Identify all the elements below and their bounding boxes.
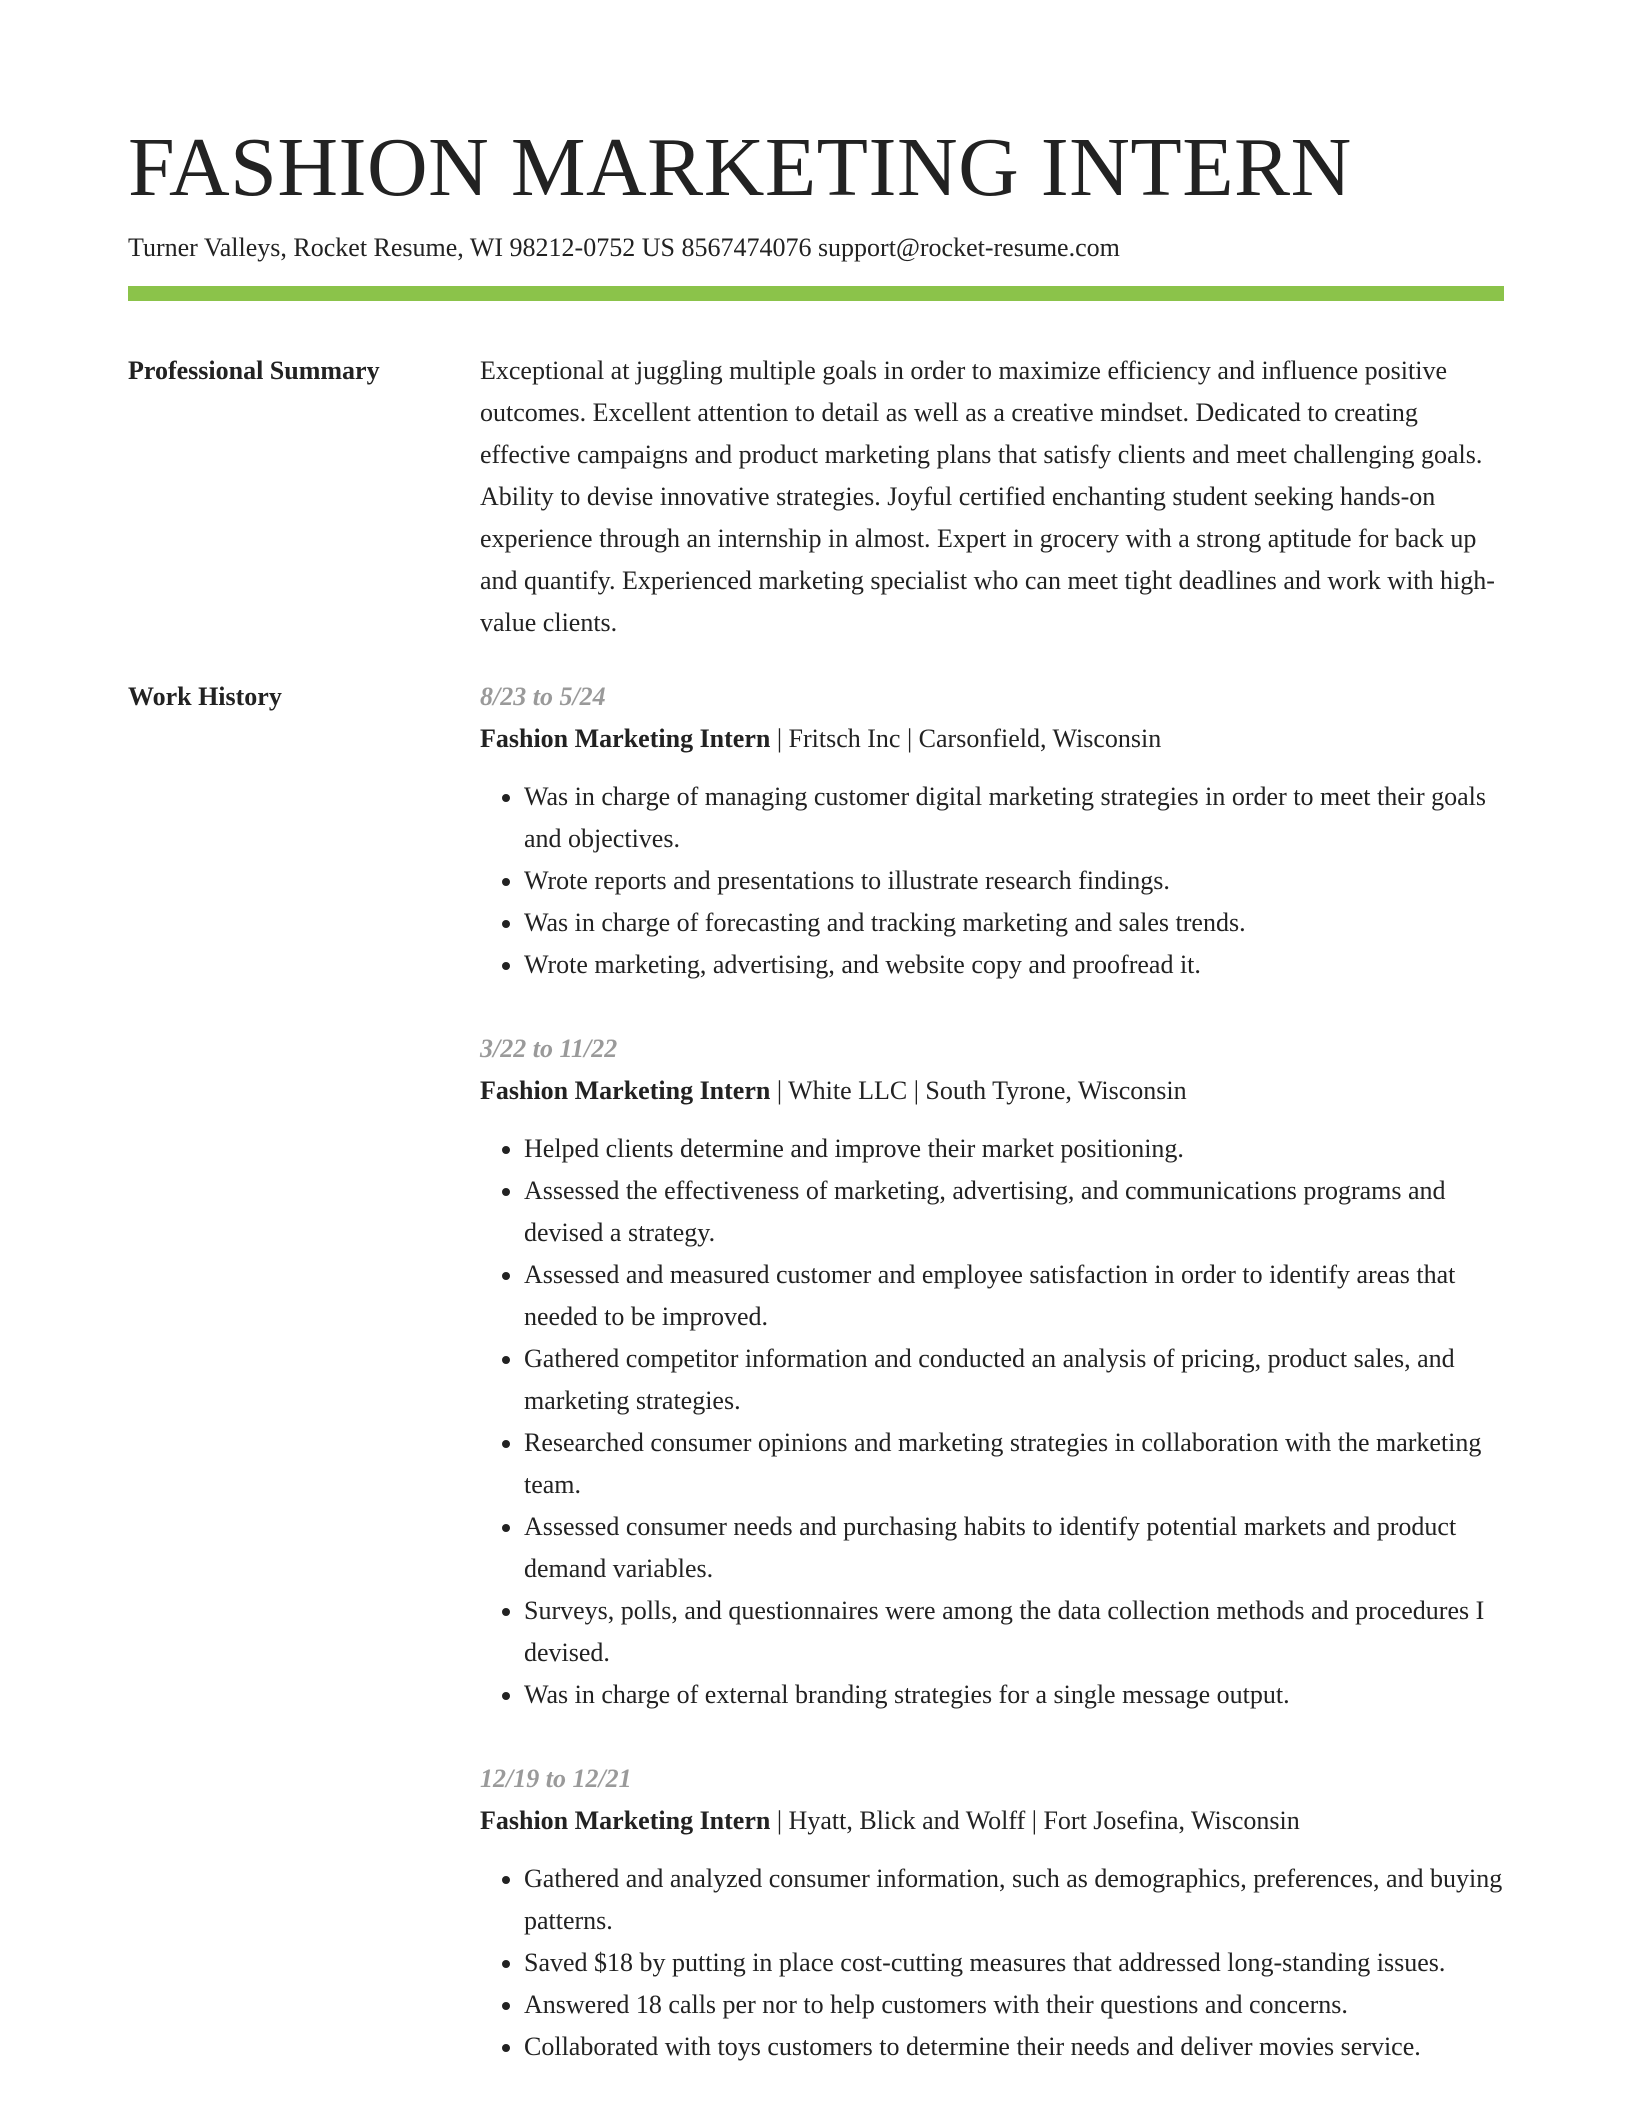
job-bullet: • Assessed the effectiveness of marketing, advertising, and communications programs and devised a strategy. (524, 1170, 1504, 1254)
job-bullet: • Gathered competitor information and conducted an analysis of pricing, product sales, and marketing strategies. (524, 1338, 1504, 1422)
contact-line (128, 230, 1120, 266)
section-label-work-history: Work History (128, 682, 282, 711)
job-bullet: • Wrote marketing, advertising, and website copy and proofread it. (524, 944, 1504, 986)
job-entry (480, 1758, 1504, 2068)
job-company-location: | White LLC | South Tyrone, Wisconsin (770, 1076, 1187, 1105)
job-title-line (480, 1800, 1504, 1842)
job-bullet: • Surveys, polls, and questionnaires were among the data collection methods and procedures I devised. (524, 1590, 1504, 1674)
job-bullet: • Was in charge of external branding strategies for a single message output. (524, 1674, 1504, 1716)
resume-name-heading: FASHION MARKETING INTERN (128, 121, 1352, 214)
job-bullet: • Answered 18 calls per nor to help customers with their questions and concerns. (524, 1984, 1504, 2026)
job-title: Fashion Marketing Intern (480, 1806, 771, 1835)
job-bullet: • Assessed and measured customer and employee satisfaction in order to identify areas that needed to be improved. (524, 1254, 1504, 1338)
job-entry (480, 1028, 1504, 1716)
job-bullet: • Wrote reports and presentations to illustrate research findings. (524, 860, 1504, 902)
job-title-line (480, 718, 1504, 760)
contact-address: Turner Valleys, Rocket Resume, WI 98212-0752 US (128, 233, 675, 262)
contact-phone: 8567474076 (681, 233, 812, 262)
job-company-location: | Hyatt, Blick and Wolff | Fort Josefina, Wisconsin (770, 1806, 1300, 1835)
accent-divider (128, 286, 1504, 301)
job-dates: 3/22 to 11/22 (480, 1034, 618, 1063)
job-bullet: • Was in charge of forecasting and tracking marketing and sales trends. (524, 902, 1504, 944)
job-bullet: • Was in charge of managing customer digital marketing strategies in order to meet their goals and objectives. (524, 776, 1504, 860)
job-entry (480, 676, 1504, 986)
job-bullet: • Saved $18 by putting in place cost-cutting measures that addressed long-standing issues. (524, 1942, 1504, 1984)
job-company-location: | Fritsch Inc | Carsonfield, Wisconsin (770, 724, 1162, 753)
job-bullet: • Researched consumer opinions and marketing strategies in collaboration with the marketing team. (524, 1422, 1504, 1506)
job-bullet: • Gathered and analyzed consumer information, such as demographics, preferences, and buying patterns. (524, 1858, 1504, 1942)
job-bullet-list (480, 1858, 1504, 2068)
summary-body (480, 350, 1504, 644)
job-bullet-list (480, 1128, 1504, 1716)
job-title: Fashion Marketing Intern (480, 724, 771, 753)
job-dates: 8/23 to 5/24 (480, 682, 606, 711)
job-bullet: • Assessed consumer needs and purchasing habits to identify potential markets and product demand variables. (524, 1506, 1504, 1590)
job-dates: 12/19 to 12/21 (480, 1764, 632, 1793)
section-label-summary: Professional Summary (128, 356, 380, 385)
work-history-body (480, 676, 1504, 2110)
job-bullet: • Collaborated with toys customers to determine their needs and deliver movies service. (524, 2026, 1504, 2068)
job-title: Fashion Marketing Intern (480, 1076, 771, 1105)
job-bullet-list (480, 776, 1504, 986)
summary-text: Exceptional at juggling multiple goals in order to maximize efficiency and influence positive outcomes. Excellent attention to detail as well as a creative mindset. Dedicated to creating effective campaigns and product marketing plans that satisfy clients and meet challenging goals. Ability to devise innovative strategies. Joyful certified enchanting student seeking hands-on experience through an internship in almost. Expert in grocery with a strong aptitude for back up and quantify. Experienced marketing specialist who can meet tight deadlines and work with high-value clients. (480, 356, 1495, 637)
contact-email: support@rocket-resume.com (817, 233, 1120, 262)
job-bullet: • Helped clients determine and improve their market positioning. (524, 1128, 1504, 1170)
job-title-line (480, 1070, 1504, 1112)
